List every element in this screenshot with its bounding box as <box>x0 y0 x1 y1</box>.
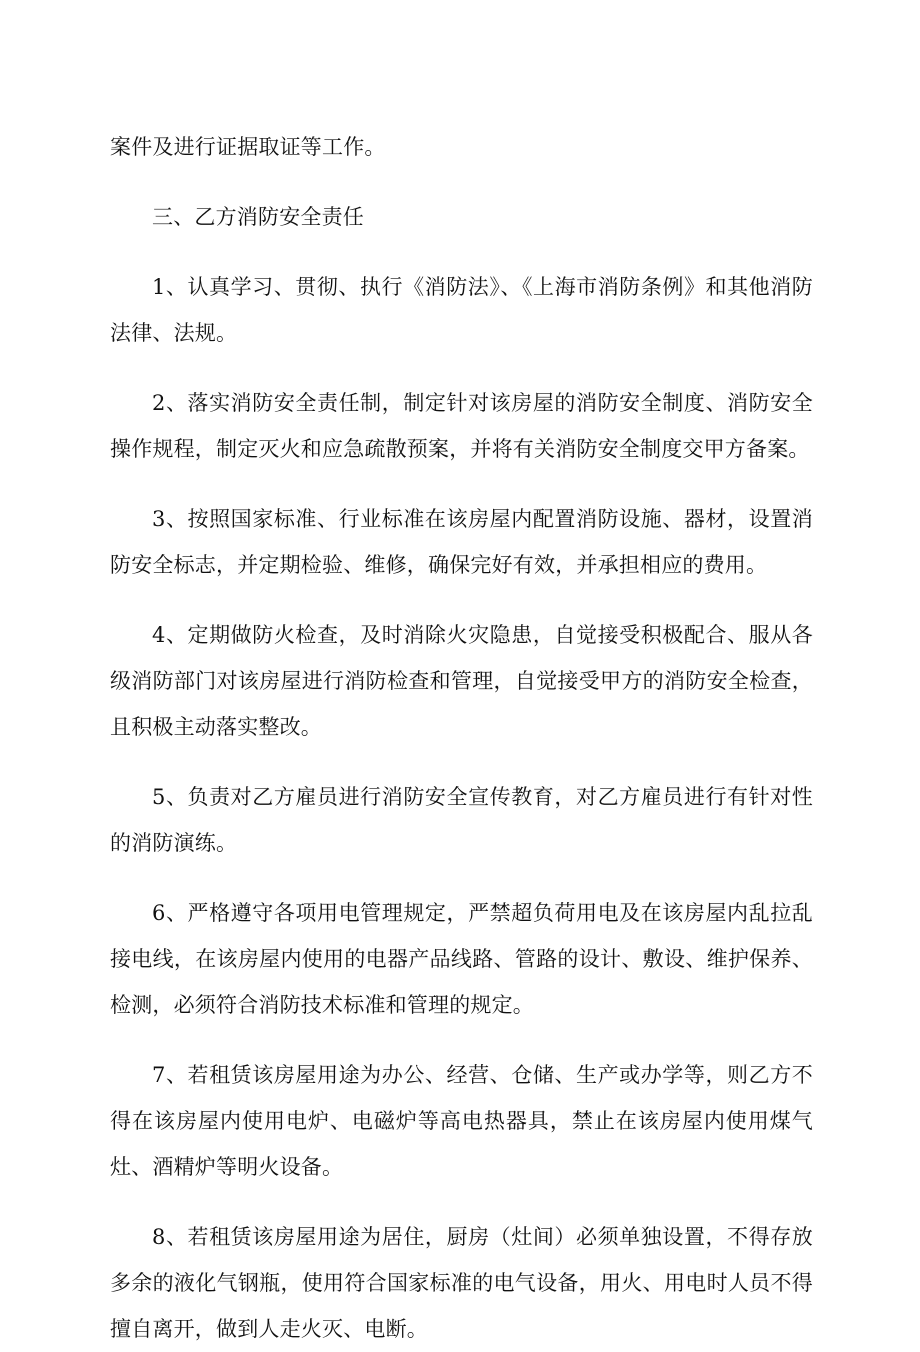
clause-4: 4、定期做防火检查，及时消除火灾隐患，自觉接受积极配合、服从各级消防部门对该房屋进行消防检查和管理，自觉接受甲方的消防安全检查，且积极主动落实整改。 <box>110 623 813 739</box>
section-heading: 三、乙方消防安全责任 <box>152 205 364 229</box>
clause-5: 5、负责对乙方雇员进行消防安全宣传教育，对乙方雇员进行有针对性的消防演练。 <box>110 785 813 855</box>
clause-8: 8、若租赁该房屋用途为居住，厨房（灶间）必须单独设置，不得存放多余的液化气钢瓶，使用符合国家标准的电气设备，用火、用电时人员不得擅自离开，做到人走火灭、电断。 <box>110 1225 813 1341</box>
document-body <box>110 124 813 1352</box>
continuation-paragraph: 案件及进行证据取证等工作。 <box>110 135 386 159</box>
clause-6: 6、严格遵守各项用电管理规定，严禁超负荷用电及在该房屋内乱拉乱接电线，在该房屋内使用的电器产品线路、管路的设计、敷设、维护保养、检测，必须符合消防技术标准和管理的规定。 <box>110 901 813 1017</box>
clause-7: 7、若租赁该房屋用途为办公、经营、仓储、生产或办学等，则乙方不得在该房屋内使用电炉、电磁炉等高电热器具，禁止在该房屋内使用煤气灶、酒精炉等明火设备。 <box>110 1063 813 1179</box>
clause-1: 1、认真学习、贯彻、执行《消防法》、《上海市消防条例》和其他消防法律、法规。 <box>110 275 813 345</box>
clause-2: 2、落实消防安全责任制，制定针对该房屋的消防安全制度、消防安全操作规程，制定灭火和应急疏散预案，并将有关消防安全制度交甲方备案。 <box>110 391 813 461</box>
clause-3: 3、按照国家标准、行业标准在该房屋内配置消防设施、器材，设置消防安全标志，并定期检验、维修，确保完好有效，并承担相应的费用。 <box>110 507 813 577</box>
